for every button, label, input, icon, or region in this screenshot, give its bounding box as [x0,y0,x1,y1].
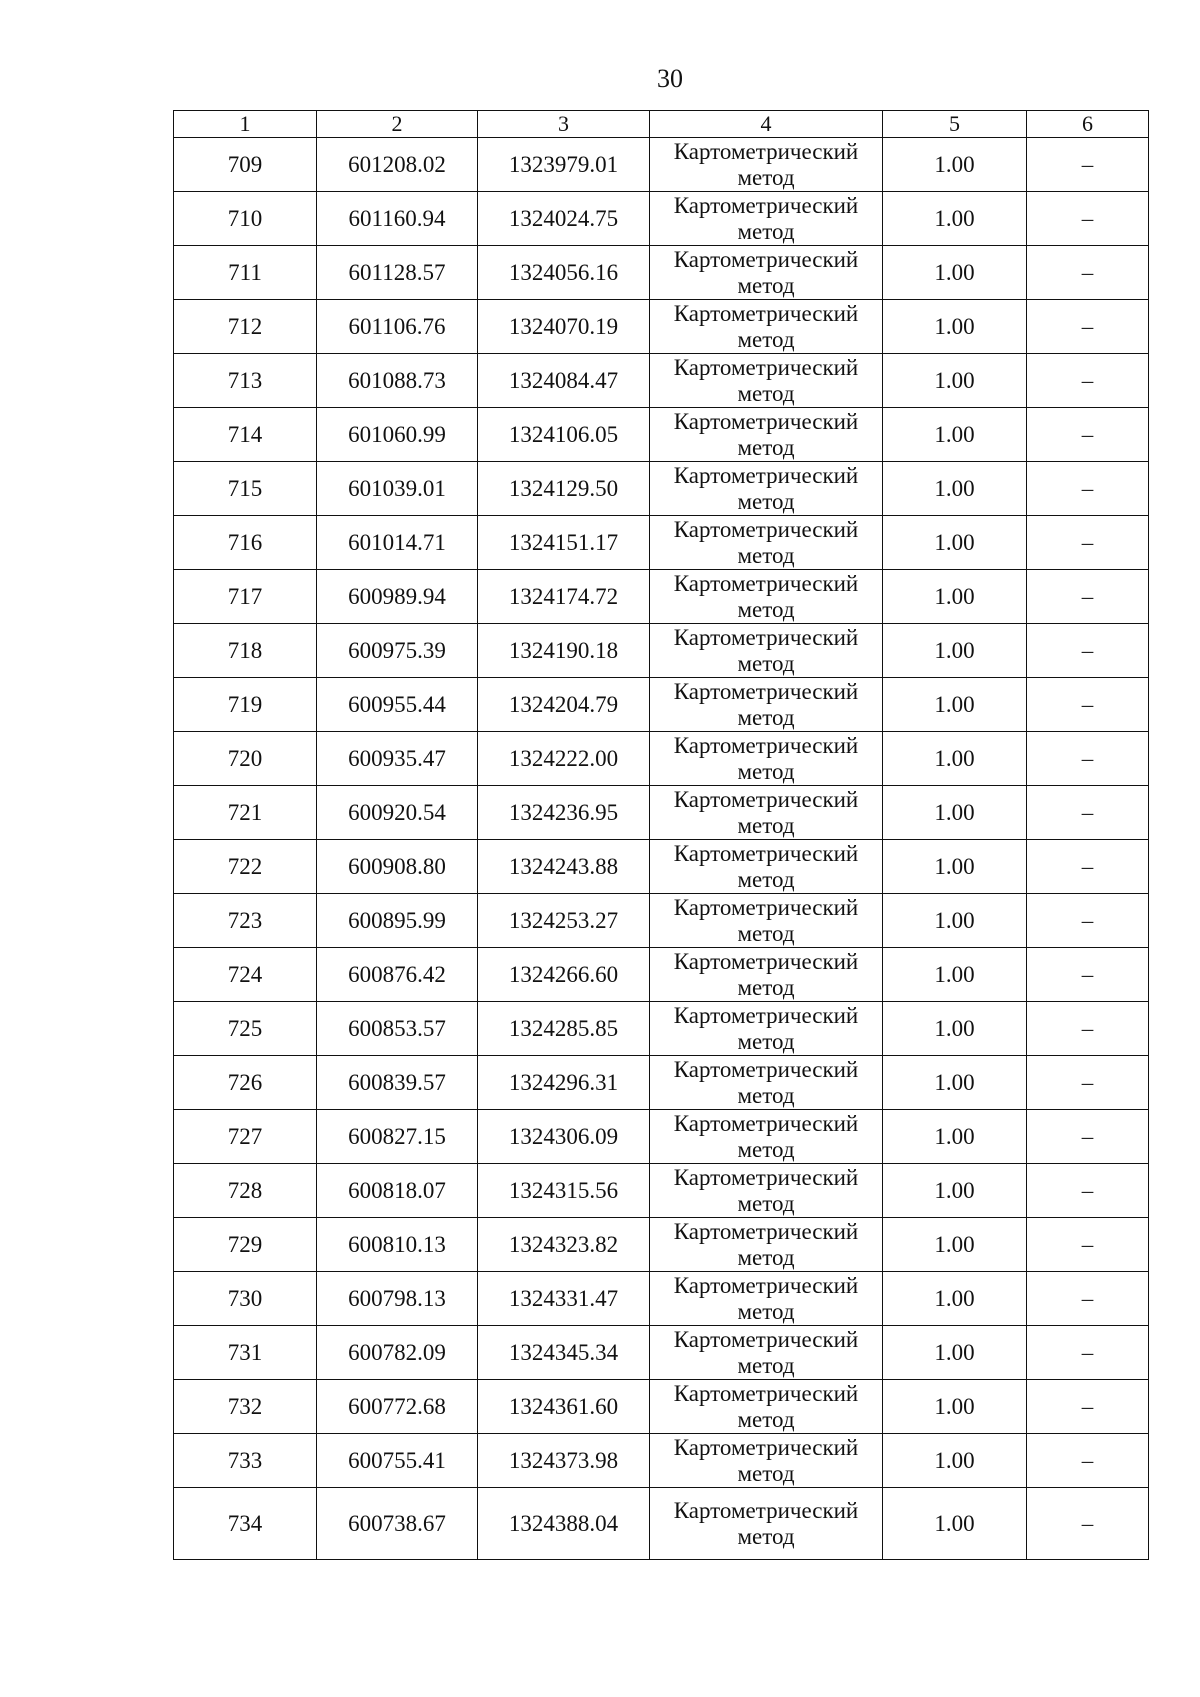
table-row [174,192,1149,246]
table-row [174,1110,1149,1164]
coord-x: 601060.99 [317,408,478,462]
coord-x: 601160.94 [317,192,478,246]
accuracy: 1.00 [883,948,1027,1002]
note-dash: – [1027,1218,1149,1272]
method-line-2: метод [737,434,795,460]
accuracy: 1.00 [883,354,1027,408]
table-row [174,138,1149,192]
coord-y: 1324345.34 [478,1326,650,1380]
point-number: 730 [174,1272,317,1326]
method-cell [650,354,883,408]
table-row [174,678,1149,732]
coord-x: 601128.57 [317,246,478,300]
method-line-1: Картометрический [673,624,859,650]
accuracy: 1.00 [883,516,1027,570]
note-dash: – [1027,1164,1149,1218]
accuracy: 1.00 [883,894,1027,948]
note-dash: – [1027,678,1149,732]
note-dash: – [1027,948,1149,1002]
method-line-2: метод [737,1190,795,1216]
method-cell [650,1434,883,1488]
coord-x: 600920.54 [317,786,478,840]
method-line-2: метод [737,866,795,892]
method-cell [650,732,883,786]
point-number: 721 [174,786,317,840]
coord-y: 1324315.56 [478,1164,650,1218]
header-col-3: 3 [478,111,650,138]
coord-x: 600772.68 [317,1380,478,1434]
method-line-1: Картометрический [673,1434,859,1460]
point-number: 719 [174,678,317,732]
method-line-1: Картометрический [673,1002,859,1028]
method-text [650,355,882,407]
method-text [650,1435,882,1487]
table-row [174,1002,1149,1056]
coord-y: 1324236.95 [478,786,650,840]
note-dash: – [1027,1326,1149,1380]
method-line-2: метод [737,974,795,1000]
method-text [650,733,882,785]
note-dash: – [1027,570,1149,624]
method-cell [650,570,883,624]
method-line-1: Картометрический [673,840,859,866]
method-text [650,1273,882,1325]
method-text [650,625,882,677]
point-number: 724 [174,948,317,1002]
coord-y: 1323979.01 [478,138,650,192]
method-cell [650,1488,883,1560]
coord-y: 1324285.85 [478,1002,650,1056]
note-dash: – [1027,246,1149,300]
point-number: 716 [174,516,317,570]
method-cell [650,948,883,1002]
note-dash: – [1027,894,1149,948]
method-cell [650,1272,883,1326]
method-line-1: Картометрический [673,300,859,326]
page-number: 30 [657,64,683,93]
method-line-1: Картометрический [673,1497,859,1523]
method-text [650,301,882,353]
table-row [174,1164,1149,1218]
method-text [650,463,882,515]
method-text [650,895,882,947]
accuracy: 1.00 [883,1434,1027,1488]
table-row [174,408,1149,462]
method-line-1: Картометрический [673,732,859,758]
coord-x: 600810.13 [317,1218,478,1272]
point-number: 722 [174,840,317,894]
method-text [650,1111,882,1163]
accuracy: 1.00 [883,246,1027,300]
method-line-1: Картометрический [673,948,859,974]
method-line-1: Картометрический [673,1110,859,1136]
method-text [650,1219,882,1271]
coord-x: 601208.02 [317,138,478,192]
table-row [174,1218,1149,1272]
table-row [174,624,1149,678]
method-cell [650,1380,883,1434]
method-cell [650,462,883,516]
method-line-2: метод [737,596,795,622]
method-line-1: Картометрический [673,894,859,920]
method-line-2: метод [737,218,795,244]
header-col-6: 6 [1027,111,1149,138]
note-dash: – [1027,732,1149,786]
method-cell [650,1110,883,1164]
coord-x: 601088.73 [317,354,478,408]
method-cell [650,1002,883,1056]
point-number: 710 [174,192,317,246]
table-row [174,1272,1149,1326]
table-row [174,1380,1149,1434]
method-line-2: метод [737,164,795,190]
method-line-1: Картометрический [673,1272,859,1298]
method-line-1: Картометрический [673,192,859,218]
method-line-1: Картометрический [673,1326,859,1352]
method-line-2: метод [737,1523,795,1549]
note-dash: – [1027,300,1149,354]
method-cell [650,1164,883,1218]
coord-y: 1324331.47 [478,1272,650,1326]
method-text [650,1003,882,1055]
method-line-2: метод [737,488,795,514]
coord-y: 1324323.82 [478,1218,650,1272]
method-text [650,679,882,731]
accuracy: 1.00 [883,1380,1027,1434]
note-dash: – [1027,1110,1149,1164]
table-row [174,786,1149,840]
note-dash: – [1027,624,1149,678]
method-line-1: Картометрический [673,570,859,596]
table-row [174,570,1149,624]
coord-y: 1324129.50 [478,462,650,516]
method-cell [650,300,883,354]
header-col-4: 4 [650,111,883,138]
table-row [174,354,1149,408]
method-cell [650,678,883,732]
note-dash: – [1027,192,1149,246]
table-row [174,1326,1149,1380]
method-line-1: Картометрический [673,138,859,164]
coord-x: 600955.44 [317,678,478,732]
table-row [174,462,1149,516]
coord-x: 600738.67 [317,1488,478,1560]
coord-x: 601106.76 [317,300,478,354]
method-line-2: метод [737,650,795,676]
method-line-1: Картометрический [673,354,859,380]
point-number: 711 [174,246,317,300]
coord-x: 600782.09 [317,1326,478,1380]
method-cell [650,246,883,300]
note-dash: – [1027,516,1149,570]
note-dash: – [1027,840,1149,894]
method-line-1: Картометрический [673,678,859,704]
method-line-1: Картометрический [673,786,859,812]
method-line-2: метод [737,704,795,730]
coord-y: 1324361.60 [478,1380,650,1434]
point-number: 733 [174,1434,317,1488]
point-number: 729 [174,1218,317,1272]
coord-y: 1324190.18 [478,624,650,678]
method-line-2: метод [737,326,795,352]
method-cell [650,138,883,192]
coord-y: 1324070.19 [478,300,650,354]
note-dash: – [1027,462,1149,516]
method-text [650,193,882,245]
coord-y: 1324253.27 [478,894,650,948]
header-col-5: 5 [883,111,1027,138]
coord-y: 1324084.47 [478,354,650,408]
method-line-2: метод [737,920,795,946]
method-line-2: метод [737,1244,795,1270]
method-line-2: метод [737,1298,795,1324]
method-line-1: Картометрический [673,1380,859,1406]
table-row [174,1056,1149,1110]
method-text [650,841,882,893]
method-text [650,517,882,569]
accuracy: 1.00 [883,1110,1027,1164]
coord-y: 1324056.16 [478,246,650,300]
coord-x: 600798.13 [317,1272,478,1326]
coord-x: 600818.07 [317,1164,478,1218]
coord-x: 600935.47 [317,732,478,786]
table-header [174,111,1149,138]
method-cell [650,840,883,894]
header-col-1: 1 [174,111,317,138]
point-number: 717 [174,570,317,624]
accuracy: 1.00 [883,1056,1027,1110]
coord-y: 1324106.05 [478,408,650,462]
table-row [174,300,1149,354]
coord-x: 600908.80 [317,840,478,894]
coord-x: 600975.39 [317,624,478,678]
method-line-2: метод [737,1082,795,1108]
accuracy: 1.00 [883,678,1027,732]
method-cell [650,408,883,462]
method-line-1: Картометрический [673,1056,859,1082]
method-cell [650,624,883,678]
coord-x: 600876.42 [317,948,478,1002]
method-cell [650,1218,883,1272]
method-text [650,409,882,461]
accuracy: 1.00 [883,300,1027,354]
table-row [174,948,1149,1002]
point-number: 718 [174,624,317,678]
table-row [174,1488,1149,1560]
point-number: 728 [174,1164,317,1218]
accuracy: 1.00 [883,138,1027,192]
method-line-2: метод [737,380,795,406]
point-number: 727 [174,1110,317,1164]
method-line-2: метод [737,758,795,784]
accuracy: 1.00 [883,1488,1027,1560]
point-number: 725 [174,1002,317,1056]
table-row [174,732,1149,786]
method-cell [650,516,883,570]
method-line-1: Картометрический [673,408,859,434]
accuracy: 1.00 [883,570,1027,624]
point-number: 709 [174,138,317,192]
note-dash: – [1027,786,1149,840]
point-number: 723 [174,894,317,948]
accuracy: 1.00 [883,732,1027,786]
method-line-2: метод [737,272,795,298]
coordinates-table [173,110,1149,1560]
coord-x: 600895.99 [317,894,478,948]
method-line-1: Картометрический [673,1164,859,1190]
method-cell [650,786,883,840]
method-cell [650,894,883,948]
header-col-2: 2 [317,111,478,138]
method-text [650,1057,882,1109]
method-line-2: метод [737,1028,795,1054]
point-number: 712 [174,300,317,354]
coord-y: 1324296.31 [478,1056,650,1110]
accuracy: 1.00 [883,462,1027,516]
note-dash: – [1027,1434,1149,1488]
coord-y: 1324151.17 [478,516,650,570]
accuracy: 1.00 [883,1002,1027,1056]
note-dash: – [1027,354,1149,408]
method-text [650,949,882,1001]
method-line-2: метод [737,1406,795,1432]
method-line-1: Картометрический [673,246,859,272]
point-number: 731 [174,1326,317,1380]
coord-x: 601039.01 [317,462,478,516]
note-dash: – [1027,408,1149,462]
coord-y: 1324243.88 [478,840,650,894]
accuracy: 1.00 [883,192,1027,246]
coord-y: 1324174.72 [478,570,650,624]
point-number: 715 [174,462,317,516]
method-line-2: метод [737,1352,795,1378]
method-text [650,571,882,623]
accuracy: 1.00 [883,840,1027,894]
accuracy: 1.00 [883,1272,1027,1326]
method-text [650,1327,882,1379]
table-row [174,516,1149,570]
method-text [650,247,882,299]
point-number: 713 [174,354,317,408]
method-text [650,787,882,839]
method-text [650,139,882,191]
coord-x: 600989.94 [317,570,478,624]
coord-y: 1324306.09 [478,1110,650,1164]
point-number: 720 [174,732,317,786]
note-dash: – [1027,138,1149,192]
coord-y: 1324266.60 [478,948,650,1002]
coord-x: 600827.15 [317,1110,478,1164]
coord-x: 600853.57 [317,1002,478,1056]
method-text [650,1498,882,1550]
table-row [174,246,1149,300]
method-line-2: метод [737,542,795,568]
coord-y: 1324373.98 [478,1434,650,1488]
note-dash: – [1027,1380,1149,1434]
coord-x: 600755.41 [317,1434,478,1488]
method-text [650,1165,882,1217]
method-line-2: метод [737,1460,795,1486]
table-body [174,138,1149,1560]
coord-y: 1324204.79 [478,678,650,732]
method-cell [650,1056,883,1110]
method-cell [650,1326,883,1380]
method-line-1: Картометрический [673,516,859,542]
note-dash: – [1027,1056,1149,1110]
note-dash: – [1027,1002,1149,1056]
method-cell [650,192,883,246]
method-line-2: метод [737,812,795,838]
table-row [174,1434,1149,1488]
table-row [174,840,1149,894]
header-row [174,111,1149,138]
accuracy: 1.00 [883,1164,1027,1218]
accuracy: 1.00 [883,786,1027,840]
method-line-1: Картометрический [673,1218,859,1244]
accuracy: 1.00 [883,624,1027,678]
method-line-1: Картометрический [673,462,859,488]
point-number: 734 [174,1488,317,1560]
accuracy: 1.00 [883,1326,1027,1380]
coord-y: 1324388.04 [478,1488,650,1560]
coord-x: 601014.71 [317,516,478,570]
method-text [650,1381,882,1433]
point-number: 714 [174,408,317,462]
accuracy: 1.00 [883,408,1027,462]
method-line-2: метод [737,1136,795,1162]
point-number: 726 [174,1056,317,1110]
table-row [174,894,1149,948]
accuracy: 1.00 [883,1218,1027,1272]
note-dash: – [1027,1488,1149,1560]
note-dash: – [1027,1272,1149,1326]
coord-x: 600839.57 [317,1056,478,1110]
coord-y: 1324024.75 [478,192,650,246]
point-number: 732 [174,1380,317,1434]
coord-y: 1324222.00 [478,732,650,786]
